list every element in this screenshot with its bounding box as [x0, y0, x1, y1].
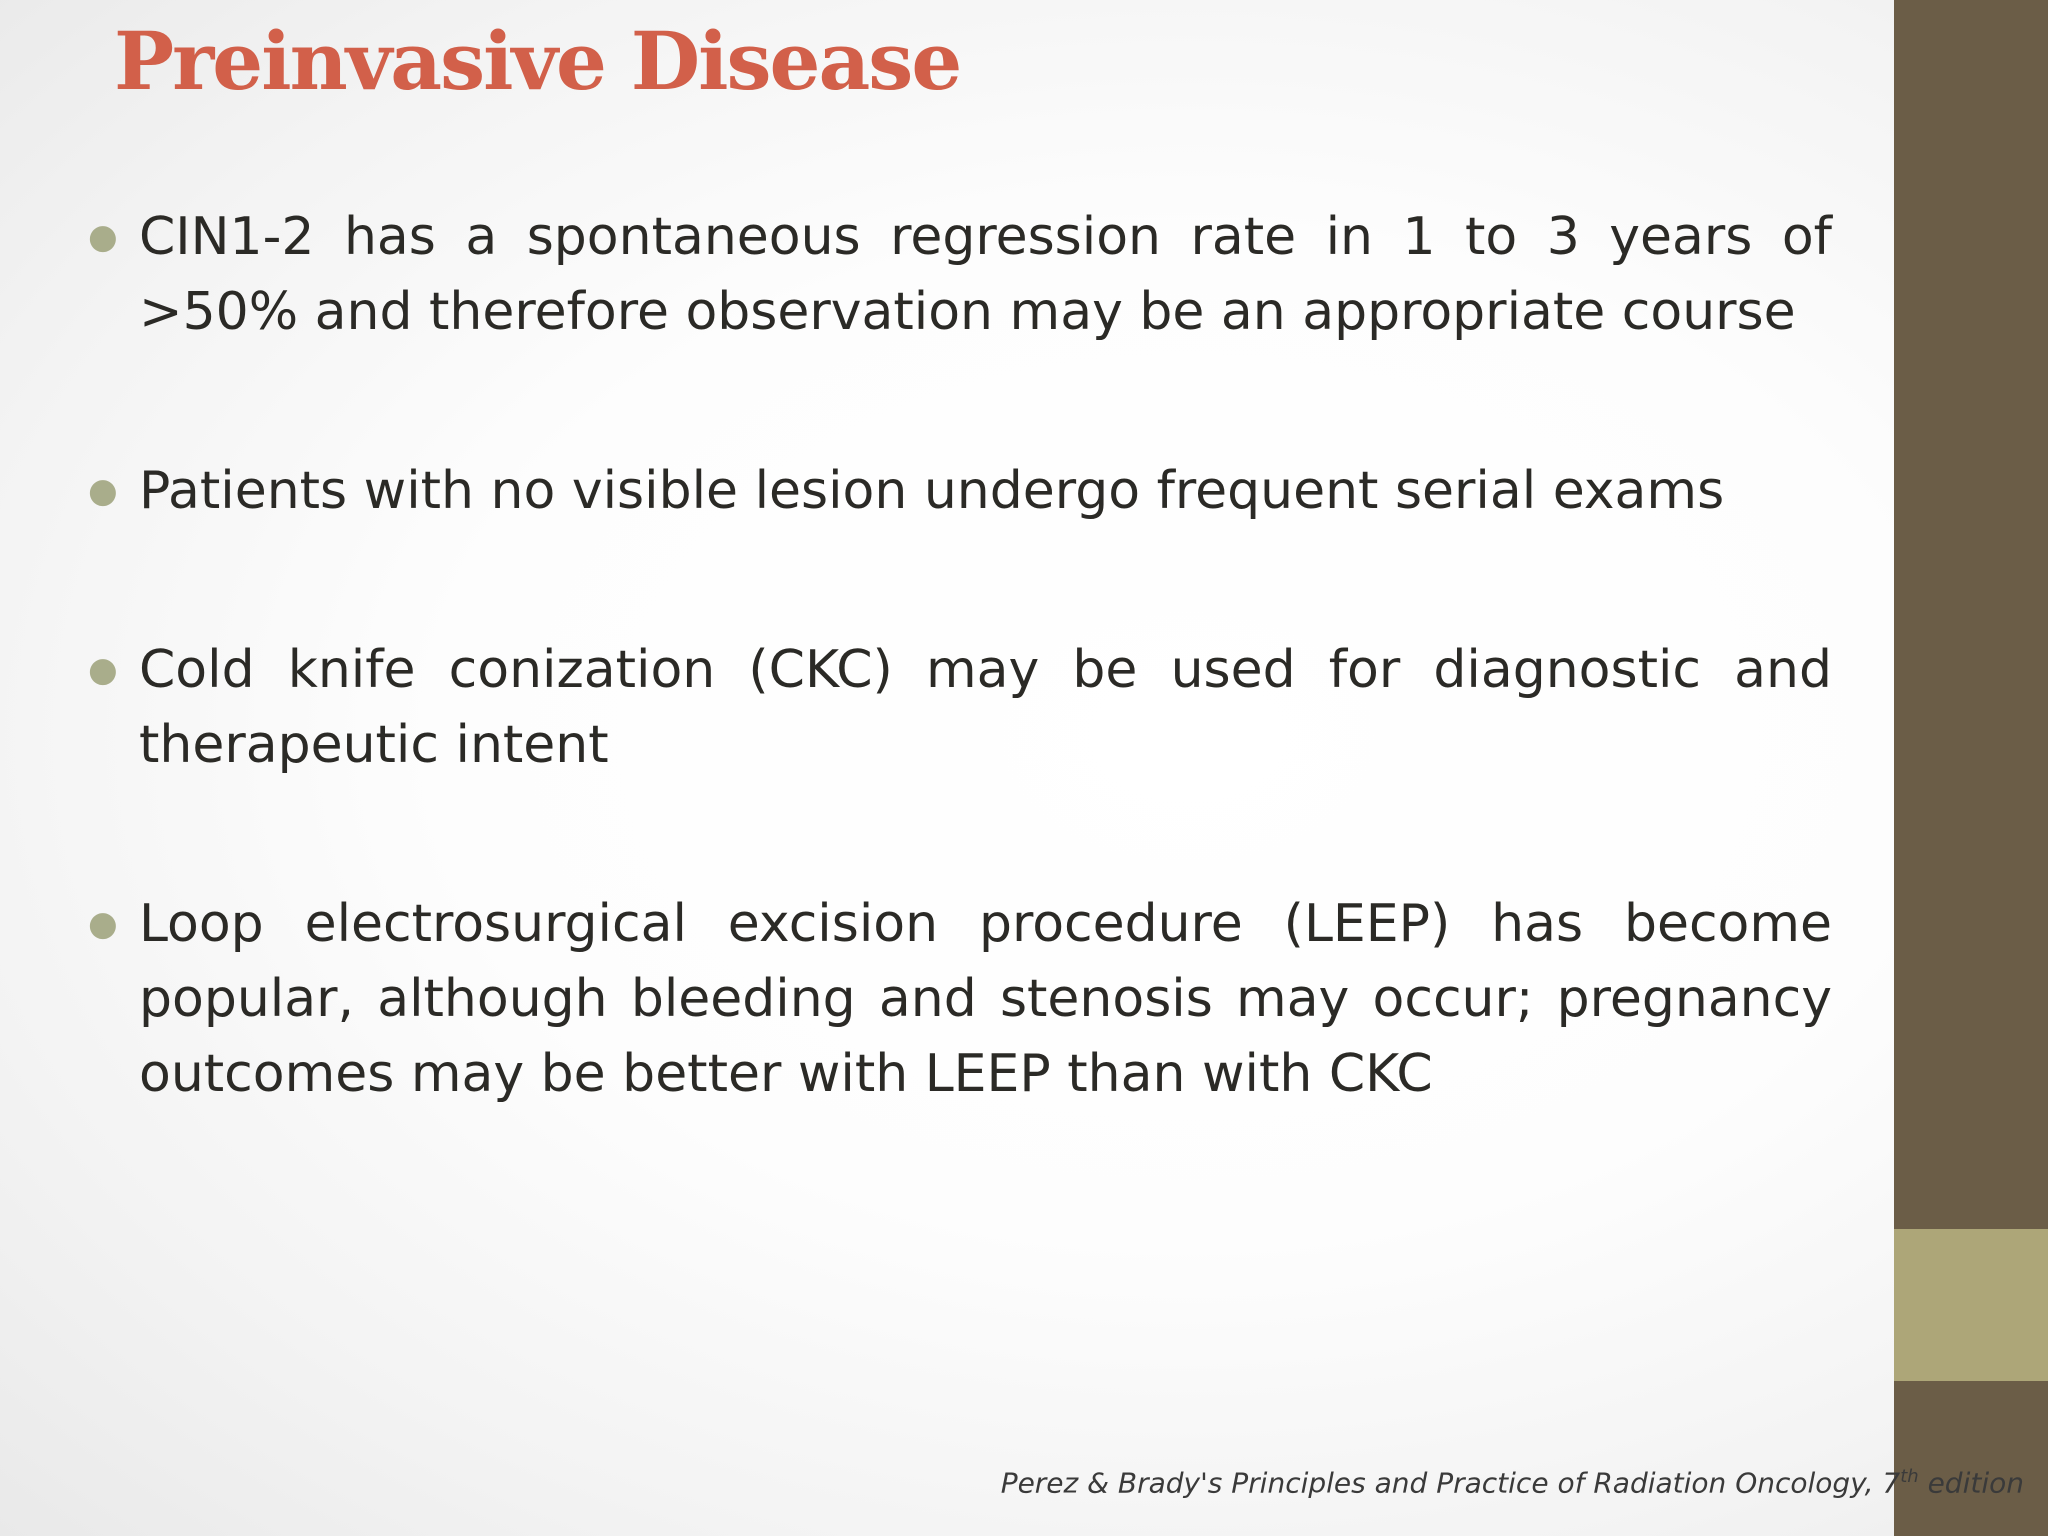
- citation-superscript: th: [1900, 1466, 1919, 1487]
- bullet-item-2: [86, 454, 1832, 529]
- source-citation: [1001, 1466, 2024, 1499]
- bullet-list: [86, 200, 1832, 1112]
- bullet-item-3: [86, 633, 1832, 783]
- bullet-item-1: [86, 200, 1832, 350]
- bullet-text: CIN1-2 has a spontaneous regression rate in 1 to 3 years of >50% and therefore observation may be an appropriate course: [139, 207, 1832, 342]
- bullet-dot-icon: ●: [88, 904, 118, 944]
- bullet-dot-icon: ●: [88, 650, 118, 690]
- citation-suffix: edition: [1918, 1466, 2024, 1500]
- bullet-item-4: [86, 887, 1832, 1112]
- bullet-dot-icon: ●: [88, 471, 118, 511]
- right-sidebar-accent: [1894, 1229, 2048, 1381]
- citation-text: Perez & Brady's Principles and Practice of Radiation Oncology, 7: [1000, 1466, 1901, 1500]
- bullet-text: Patients with no visible lesion undergo frequent serial exams: [139, 461, 1725, 521]
- bullet-text: Cold knife conization (CKC) may be used for diagnostic and therapeutic intent: [139, 640, 1832, 775]
- bullet-text: Loop electrosurgical excision procedure (LEEP) has become popular, although bleeding and stenosis may occur; pregnancy outcomes may be better with LEEP than with CKC: [139, 894, 1832, 1104]
- slide-title: Preinvasive Disease: [114, 14, 961, 108]
- bullet-dot-icon: ●: [88, 217, 118, 257]
